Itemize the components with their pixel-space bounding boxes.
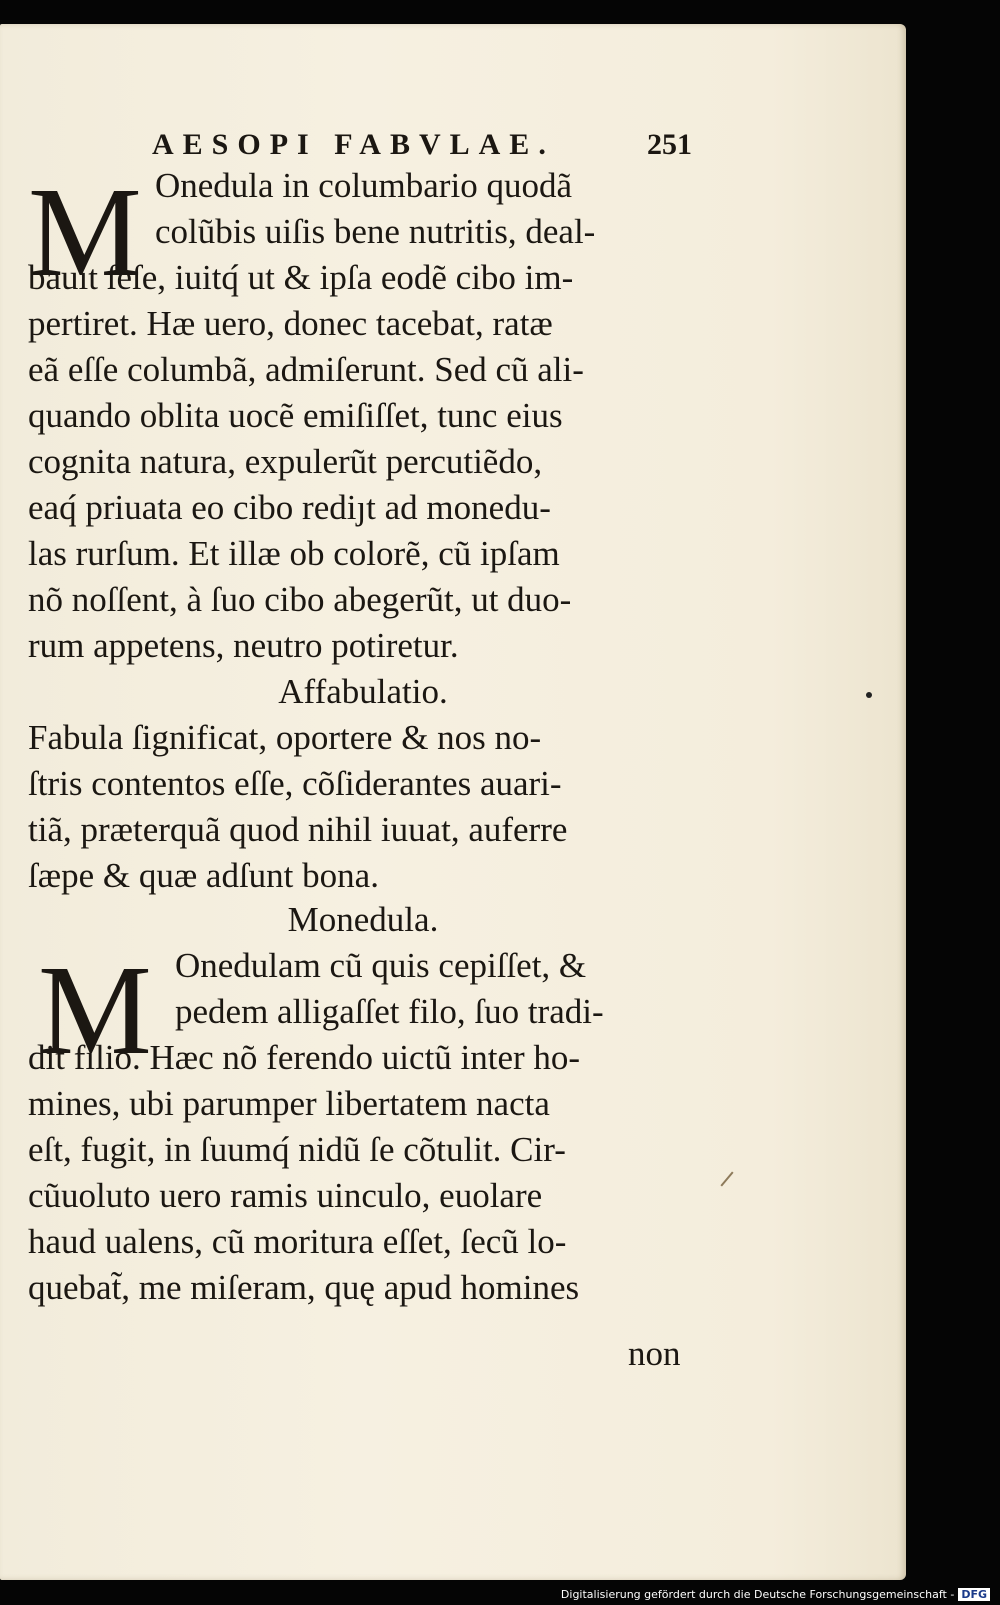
- drop-capital: M: [38, 939, 152, 1081]
- text-line: mines, ubi parumper libertatem nacta: [28, 1084, 550, 1123]
- text-line: eaq́ priuata eo cibo rediȷt ad monedu-: [28, 488, 551, 527]
- text-line: pedem alligaſſet filo, ſuo tradi-: [175, 992, 604, 1031]
- text-line: cognita natura, expulerũt percutiẽdo,: [28, 442, 543, 481]
- text-line: quebat̃, me miſeram, quę apud homines: [28, 1268, 580, 1307]
- text-line: nõ noſſent, à ſuo cibo abegerũt, ut duo-: [28, 580, 572, 619]
- dfg-logo: DFG: [958, 1588, 990, 1601]
- ink-speck: [866, 692, 872, 698]
- moral-heading: Affabulatio.: [278, 672, 448, 711]
- moral-line: tiã, præterquã quod nihil iuuat, auferre: [28, 810, 568, 849]
- moral-line: ſtris contentos eſſe, cõſiderantes auari-: [28, 764, 562, 803]
- moral-line: ſæpe & quæ adſunt bona.: [28, 856, 379, 895]
- text-line: haud ualens, cũ moritura eſſet, ſecũ lo-: [28, 1222, 567, 1261]
- page-number: 251: [647, 128, 692, 161]
- digitization-credit: [520, 1588, 990, 1601]
- text-line: rum appetens, neutro potiretur.: [28, 626, 459, 665]
- text-line: dit filio. Hæc nõ ferendo uictũ inter ho-: [28, 1038, 581, 1077]
- catchword: non: [628, 1334, 681, 1373]
- fable-heading: Monedula.: [287, 900, 439, 939]
- drop-capital: M: [28, 161, 142, 303]
- text-line: eã eſſe columbã, admiſerunt. Sed cũ ali-: [28, 350, 584, 389]
- moral-line: Fabula ſignificat, oportere & nos no-: [28, 718, 542, 757]
- text-line: Onedulam cũ quis cepiſſet, &: [175, 946, 587, 985]
- text-line: pertiret. Hæ uero, donec tacebat, ratæ: [28, 304, 553, 343]
- text-line: eſt, fugit, in ſuumq́ nidũ ſe cõtulit. Cir-: [28, 1130, 566, 1169]
- text-line: bauit ſeſe, iuitq́ ut & ipſa eodẽ cibo im-: [28, 258, 574, 297]
- credit-text: Digitalisierung gefördert durch die Deutsche Forschungsgemeinschaft -: [560, 1588, 955, 1601]
- running-header: [152, 128, 692, 162]
- text-line: colũbis uiſis bene nutritis, deal-: [155, 212, 596, 251]
- text-line: las rurſum. Et illæ ob colorẽ, cũ ipſam: [28, 534, 560, 573]
- text-line: cũuoluto uero ramis uinculo, euolare: [28, 1176, 543, 1215]
- running-title: AESOPI FABVLAE.: [152, 128, 555, 161]
- text-line: quando oblita uocẽ emiſiſſet, tunc eius: [28, 396, 563, 435]
- text-line: Onedula in columbario quodã: [155, 166, 572, 205]
